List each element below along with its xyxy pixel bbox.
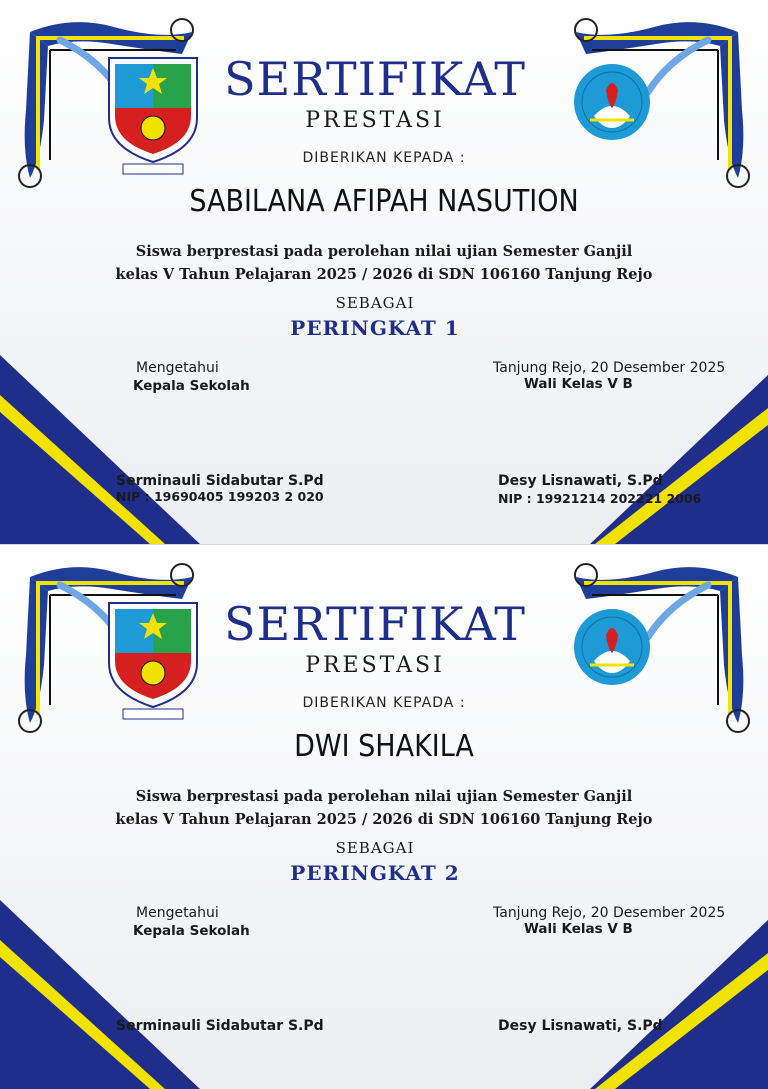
certificate-subtitle: PRESTASI [305, 653, 445, 678]
principal-role: Kepala Sekolah [133, 378, 250, 394]
as-label: SEBAGAI [335, 839, 415, 857]
homeroom-teacher-nip: NIP : 19921214 202221 2006 [498, 491, 702, 506]
rank-label: PERINGKAT 1 [290, 316, 460, 340]
principal-nip: NIP : 19690405 199203 2 020 [116, 489, 324, 504]
place-date: Tanjung Rejo, 20 Desember 2025 [493, 360, 726, 376]
principal-name: Serminauli Sidabutar S.Pd [116, 473, 324, 489]
recipient-name: SABILANA AFIPAH NASUTION [189, 184, 579, 219]
homeroom-teacher-role: Wali Kelas V B [524, 376, 633, 392]
corner-navy-right [590, 920, 768, 1089]
as-label: SEBAGAI [335, 294, 415, 312]
principal-name: Serminauli Sidabutar S.Pd [116, 1018, 324, 1034]
certificate-title: SERTIFIKAT [224, 597, 526, 651]
acknowledged-caption: Mengetahui [136, 905, 219, 921]
acknowledged-caption: Mengetahui [136, 360, 219, 376]
achievement-description [0, 240, 768, 286]
certificate-2 [0, 544, 768, 1089]
place-date: Tanjung Rejo, 20 Desember 2025 [493, 905, 726, 921]
homeroom-teacher-name: Desy Lisnawati, S.Pd [498, 1018, 663, 1034]
given-to-label: DIBERIKAN KEPADA : [302, 695, 466, 711]
description-line-2: kelas V Tahun Pelajaran 2025 / 2026 di SDN 106160 Tanjung Rejo [115, 811, 653, 828]
certificate-subtitle: PRESTASI [305, 108, 445, 133]
description-line-1: Siswa berprestasi pada perolehan nilai ujian Semester Ganjil [135, 788, 633, 805]
rank-label: PERINGKAT 2 [290, 861, 460, 885]
given-to-label: DIBERIKAN KEPADA : [302, 150, 466, 166]
homeroom-teacher-role: Wali Kelas V B [524, 921, 633, 937]
principal-role: Kepala Sekolah [133, 923, 250, 939]
homeroom-teacher-name: Desy Lisnawati, S.Pd [498, 473, 663, 489]
corner-navy-right [590, 375, 768, 544]
recipient-name: DWI SHAKILA [294, 729, 474, 764]
certificate-title: SERTIFIKAT [224, 52, 526, 106]
achievement-description [0, 785, 768, 831]
certificate-1 [0, 0, 768, 544]
description-line-1: Siswa berprestasi pada perolehan nilai ujian Semester Ganjil [135, 243, 633, 260]
description-line-2: kelas V Tahun Pelajaran 2025 / 2026 di SDN 106160 Tanjung Rejo [115, 266, 653, 283]
